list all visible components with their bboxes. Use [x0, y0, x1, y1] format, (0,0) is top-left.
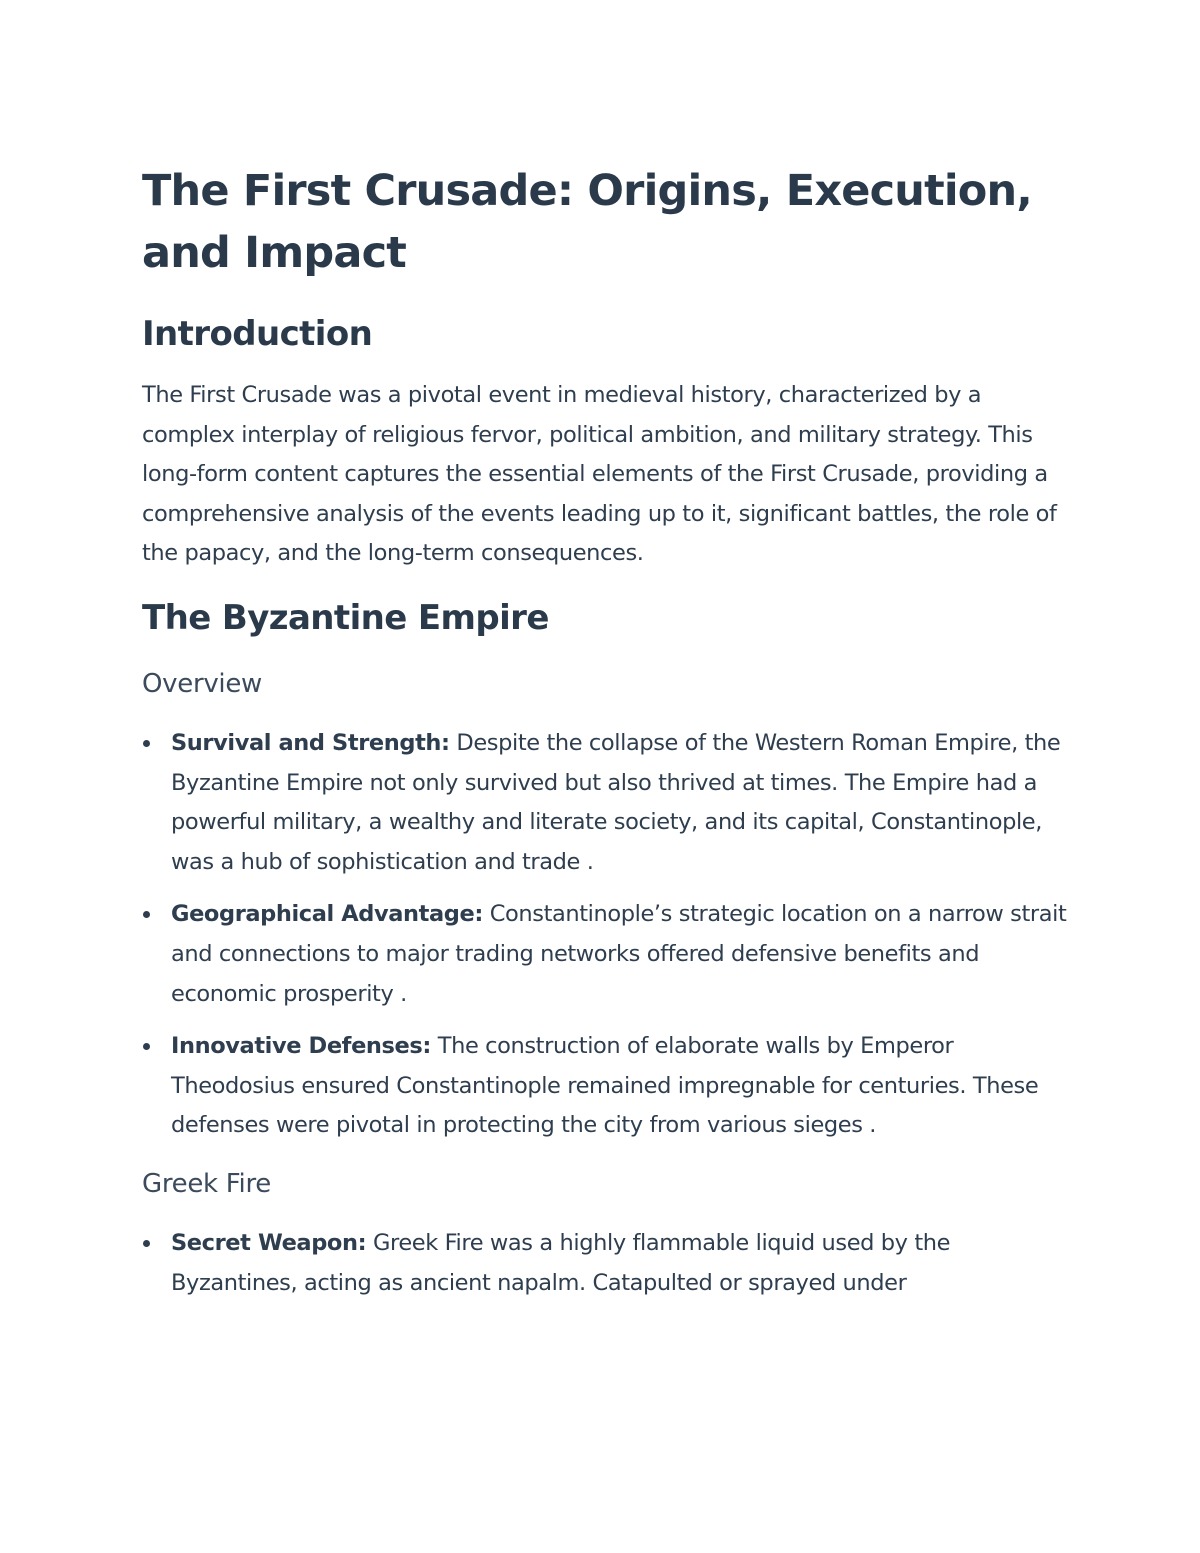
subsection-heading-overview: Overview [142, 668, 263, 699]
bullet-icon [143, 740, 150, 747]
list-item [142, 724, 1072, 882]
document-title: The First Crusade: Origins, Execution, and Impact [142, 166, 1032, 278]
list-item-term: Survival and Strength: [171, 729, 450, 756]
list-item [142, 1027, 1072, 1146]
list-item-term: Innovative Defenses: [171, 1033, 431, 1060]
subsection-heading-greek-fire: Greek Fire [142, 1168, 271, 1199]
bullet-icon [143, 1043, 150, 1050]
list-item [142, 1224, 1072, 1303]
bullet-icon [143, 911, 150, 918]
list-item-text: Constantinople’s strategic location on a narrow strait and connections to major trading networks offered defensive benefits and economic prosperity . [171, 901, 1067, 1007]
greek-fire-list [142, 1224, 1072, 1303]
document-page [142, 160, 1072, 1303]
introduction-paragraph: The First Crusade was a pivotal event in medieval history, characterized by a complex interplay of religious fervor, political ambition, and military strategy. This long-form content captures the essential elements of the First Crusade, providing a comprehensive analysis of the events leading up to it, significant battles, the role of the papacy, and the long-term consequences. [142, 382, 1057, 567]
section-heading-introduction: Introduction [142, 314, 373, 354]
list-item-text: The construction of elaborate walls by Emperor Theodosius ensured Constantinople remained impregnable for centuries. These defenses were pivotal in protecting the city from various sieges . [171, 1033, 1039, 1139]
bullet-icon [143, 1240, 150, 1247]
list-item-text: Greek Fire was a highly flammable liquid used by the Byzantines, acting as ancient napalm. Catapulted or sprayed under [171, 1229, 951, 1296]
overview-list [142, 724, 1072, 1146]
list-item-term: Geographical Advantage: [171, 901, 483, 928]
list-item-term: Secret Weapon: [171, 1229, 367, 1256]
section-heading-byzantine-empire: The Byzantine Empire [142, 597, 549, 638]
list-item-text: Despite the collapse of the Western Roman Empire, the Byzantine Empire not only survived but also thrived at times. The Empire had a powerful military, a wealthy and literate society, and its capital, Constantinople, was a hub of sophistication and trade . [171, 729, 1061, 875]
list-item [142, 895, 1072, 1014]
